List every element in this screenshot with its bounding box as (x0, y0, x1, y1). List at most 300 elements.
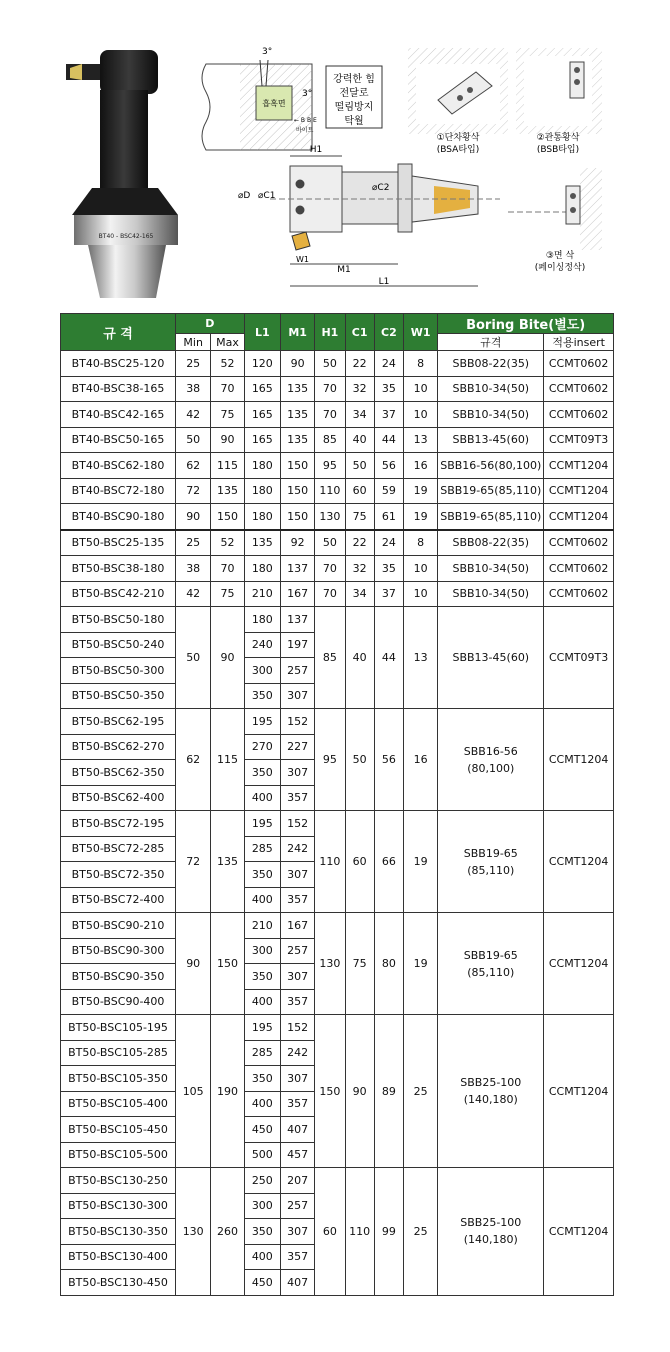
view3-title: ③면 삭 (545, 251, 575, 261)
cell-w1: 16 (404, 709, 438, 811)
cell-code: BT50-BSC130-350 (61, 1219, 176, 1245)
cell-w1: 19 (404, 478, 438, 504)
cell-insert: CCMT0602 (544, 402, 614, 428)
cell-m1: 407 (280, 1117, 314, 1143)
cell-code: BT40-BSC72-180 (61, 478, 176, 504)
cell-max: 70 (211, 376, 244, 402)
cell-c2: 37 (374, 581, 403, 607)
cell-l1: 400 (244, 1091, 280, 1117)
cell-m1: 307 (280, 760, 314, 786)
col-c2: C2 (374, 314, 403, 351)
table-row (61, 427, 614, 453)
cell-l1: 250 (244, 1168, 280, 1194)
cell-code: BT50-BSC62-400 (61, 785, 176, 811)
cell-h1: 150 (315, 1015, 345, 1168)
callout-line-1: 강력한 힘 (333, 74, 375, 85)
cell-l1: 180 (244, 504, 280, 530)
cell-c1: 32 (345, 376, 374, 402)
cell-min: 105 (176, 1015, 211, 1168)
cell-code: BT50-BSC62-195 (61, 709, 176, 735)
cell-bite (438, 1015, 544, 1168)
cell-insert: CCMT0602 (544, 351, 614, 377)
cell-insert: CCMT09T3 (544, 607, 614, 709)
table-row (61, 504, 614, 530)
cell-c1: 32 (345, 556, 374, 582)
bbe-label: ← B B E (294, 117, 317, 124)
cell-h1: 95 (315, 709, 345, 811)
cell-code: BT50-BSC105-450 (61, 1117, 176, 1143)
cell-code: BT50-BSC90-300 (61, 938, 176, 964)
cell-l1: 180 (244, 453, 280, 479)
cell-max: 115 (211, 453, 244, 479)
cell-bite (438, 709, 544, 811)
cell-m1: 257 (280, 658, 314, 684)
cell-m1: 227 (280, 734, 314, 760)
cell-w1: 10 (404, 581, 438, 607)
cell-insert: CCMT0602 (544, 556, 614, 582)
cell-max: 52 (211, 351, 244, 377)
cell-min: 50 (176, 607, 211, 709)
cell-insert: CCMT1204 (544, 478, 614, 504)
cell-l1: 400 (244, 989, 280, 1015)
cell-c2: 66 (374, 811, 403, 913)
cell-code: BT50-BSC90-400 (61, 989, 176, 1015)
cell-code: BT40-BSC62-180 (61, 453, 176, 479)
dim-c1: ⌀C1 (258, 191, 276, 201)
dim-c2: ⌀C2 (372, 183, 390, 193)
cell-max: 135 (211, 811, 244, 913)
bite-spec-line-2: (85,110) (467, 863, 515, 877)
detail-drawing (202, 47, 382, 150)
cell-insert: CCMT1204 (544, 1168, 614, 1296)
col-d-min: Min (176, 334, 211, 351)
cell-w1: 25 (404, 1168, 438, 1296)
cell-max: 70 (211, 556, 244, 582)
cell-m1: 137 (280, 607, 314, 633)
cell-min: 50 (176, 427, 211, 453)
table-row (61, 530, 614, 556)
cell-m1: 137 (280, 556, 314, 582)
cell-max: 190 (211, 1015, 244, 1168)
cell-h1: 85 (315, 607, 345, 709)
cell-m1: 357 (280, 989, 314, 1015)
cell-insert: CCMT1204 (544, 1015, 614, 1168)
cell-min: 38 (176, 556, 211, 582)
table-row (61, 402, 614, 428)
cell-max: 75 (211, 581, 244, 607)
cell-w1: 10 (404, 402, 438, 428)
cell-l1: 400 (244, 785, 280, 811)
callout-line-2: 전달로 (339, 88, 369, 99)
cell-max: 52 (211, 530, 244, 556)
bite-spec-line-1: SBB19-65 (463, 948, 518, 962)
col-d: D (176, 314, 245, 334)
cell-max: 90 (211, 427, 244, 453)
bite-spec-line-2: (140,180) (463, 1233, 518, 1247)
cell-m1: 152 (280, 709, 314, 735)
spec-table-body (61, 351, 614, 1296)
table-row (61, 556, 614, 582)
cell-insert: CCMT0602 (544, 376, 614, 402)
cell-w1: 19 (404, 504, 438, 530)
cell-min: 42 (176, 402, 211, 428)
cell-c2: 35 (374, 376, 403, 402)
cell-m1: 167 (280, 913, 314, 939)
cell-m1: 242 (280, 836, 314, 862)
cell-h1: 130 (315, 504, 345, 530)
cell-m1: 92 (280, 530, 314, 556)
cell-w1: 8 (404, 530, 438, 556)
view2-title: ②관통황삭 (536, 133, 580, 143)
cell-l1: 165 (244, 427, 280, 453)
cell-l1: 120 (244, 351, 280, 377)
cell-l1: 400 (244, 887, 280, 913)
cell-l1: 350 (244, 862, 280, 888)
cell-c1: 60 (345, 811, 374, 913)
col-m1: M1 (280, 314, 314, 351)
cell-m1: 407 (280, 1270, 314, 1296)
cell-c2: 24 (374, 530, 403, 556)
table-row (61, 581, 614, 607)
cell-l1: 350 (244, 964, 280, 990)
table-row (61, 376, 614, 402)
cell-l1: 165 (244, 402, 280, 428)
cell-c2: 24 (374, 351, 403, 377)
cell-l1: 350 (244, 1219, 280, 1245)
cell-h1: 70 (315, 556, 345, 582)
cell-m1: 152 (280, 1015, 314, 1041)
cell-c1: 60 (345, 478, 374, 504)
dim-w1: W1 (296, 255, 309, 264)
cell-max: 135 (211, 478, 244, 504)
cell-code: BT50-BSC50-350 (61, 683, 176, 709)
cell-w1: 25 (404, 1015, 438, 1168)
cell-l1: 180 (244, 556, 280, 582)
cell-m1: 307 (280, 862, 314, 888)
cell-m1: 167 (280, 581, 314, 607)
cell-m1: 207 (280, 1168, 314, 1194)
cell-max: 150 (211, 504, 244, 530)
col-spec: 규 격 (61, 314, 176, 351)
cell-max: 150 (211, 913, 244, 1015)
cell-code: BT50-BSC72-285 (61, 836, 176, 862)
cell-l1: 195 (244, 709, 280, 735)
cell-bite (438, 811, 544, 913)
cell-m1: 257 (280, 938, 314, 964)
cell-min: 38 (176, 376, 211, 402)
cell-code: BT50-BSC38-180 (61, 556, 176, 582)
bite-spec-line-1: SBB13-45(60) (452, 651, 530, 664)
bite-spec-line-1: SBB19-65 (463, 846, 518, 860)
cell-h1: 60 (315, 1168, 345, 1296)
cell-c1: 34 (345, 581, 374, 607)
cell-l1: 180 (244, 607, 280, 633)
cell-c2: 56 (374, 453, 403, 479)
cell-h1: 110 (315, 811, 345, 913)
cell-m1: 257 (280, 1193, 314, 1219)
cell-code: BT50-BSC50-300 (61, 658, 176, 684)
cell-min: 25 (176, 351, 211, 377)
cell-min: 90 (176, 504, 211, 530)
angle-side-label: 3° (302, 89, 313, 99)
cell-c1: 34 (345, 402, 374, 428)
cell-l1: 270 (244, 734, 280, 760)
cell-min: 62 (176, 709, 211, 811)
cell-c2: 59 (374, 478, 403, 504)
col-h1: H1 (315, 314, 345, 351)
cell-c1: 110 (345, 1168, 374, 1296)
cell-max: 260 (211, 1168, 244, 1296)
cell-m1: 357 (280, 785, 314, 811)
col-bite-spec: 규격 (438, 334, 544, 351)
table-row (61, 1015, 614, 1041)
bite-spec-line-2: (85,110) (467, 965, 515, 979)
cell-m1: 135 (280, 402, 314, 428)
bite-label: 바이트 (296, 127, 314, 134)
cell-code: BT50-BSC130-250 (61, 1168, 176, 1194)
cell-max: 90 (211, 607, 244, 709)
view-facing (508, 168, 602, 273)
cell-m1: 242 (280, 1040, 314, 1066)
cell-bite (438, 607, 544, 709)
view3-type: (페이싱정삭) (534, 263, 586, 273)
tool-photo (66, 50, 178, 298)
cell-m1: 135 (280, 376, 314, 402)
cell-code: BT50-BSC72-350 (61, 862, 176, 888)
cell-l1: 195 (244, 1015, 280, 1041)
cell-c1: 22 (345, 351, 374, 377)
cell-m1: 307 (280, 1219, 314, 1245)
cell-m1: 152 (280, 811, 314, 837)
cell-w1: 10 (404, 376, 438, 402)
cell-l1: 300 (244, 938, 280, 964)
cell-c2: 37 (374, 402, 403, 428)
cell-min: 25 (176, 530, 211, 556)
cell-h1: 70 (315, 376, 345, 402)
cell-m1: 307 (280, 683, 314, 709)
cell-insert: CCMT1204 (544, 453, 614, 479)
cell-l1: 500 (244, 1142, 280, 1168)
bite-spec-line-2: (140,180) (463, 1093, 518, 1106)
cell-l1: 285 (244, 1040, 280, 1066)
cell-c1: 90 (345, 1015, 374, 1168)
cell-h1: 50 (315, 351, 345, 377)
bite-spec-line-2: (80,100) (467, 761, 515, 775)
view2-type: (BSB타입) (536, 145, 580, 155)
cell-h1: 110 (315, 478, 345, 504)
cell-m1: 357 (280, 1244, 314, 1270)
cell-insert: CCMT1204 (544, 811, 614, 913)
table-row (61, 453, 614, 479)
view1-type: (BSA타입) (436, 145, 480, 155)
table-row (61, 913, 614, 939)
cell-c1: 50 (345, 453, 374, 479)
cell-h1: 70 (315, 402, 345, 428)
cell-c2: 56 (374, 709, 403, 811)
table-row (61, 478, 614, 504)
cell-h1: 50 (315, 530, 345, 556)
cell-insert: CCMT1204 (544, 504, 614, 530)
cell-bite: SBB10-34(50) (438, 556, 544, 582)
dim-h1: H1 (309, 145, 323, 155)
cell-bite: SBB10-34(50) (438, 581, 544, 607)
cell-bite: SBB08-22(35) (438, 351, 544, 377)
cell-code: BT50-BSC105-500 (61, 1142, 176, 1168)
cell-min: 72 (176, 811, 211, 913)
col-d-max: Max (211, 334, 244, 351)
cell-bite: SBB10-34(50) (438, 376, 544, 402)
cell-insert: CCMT09T3 (544, 427, 614, 453)
cell-w1: 19 (404, 913, 438, 1015)
cell-m1: 150 (280, 453, 314, 479)
bite-spec-line-1: SBB25-100 (460, 1216, 522, 1230)
cell-w1: 10 (404, 556, 438, 582)
cell-code: BT50-BSC105-350 (61, 1066, 176, 1092)
cell-c1: 40 (345, 427, 374, 453)
bite-spec-line-1: SBB25-100 (460, 1076, 522, 1089)
cell-code: BT40-BSC38-165 (61, 376, 176, 402)
table-row (61, 811, 614, 837)
cell-bite: SBB10-34(50) (438, 402, 544, 428)
col-w1: W1 (404, 314, 438, 351)
cell-l1: 350 (244, 1066, 280, 1092)
cell-code: BT50-BSC25-135 (61, 530, 176, 556)
cell-code: BT50-BSC50-240 (61, 632, 176, 658)
cell-bite: SBB19-65(85,110) (438, 504, 544, 530)
cell-m1: 457 (280, 1142, 314, 1168)
cell-c1: 75 (345, 504, 374, 530)
cell-m1: 150 (280, 478, 314, 504)
table-row (61, 607, 614, 633)
cell-l1: 165 (244, 376, 280, 402)
cell-h1: 130 (315, 913, 345, 1015)
cell-l1: 210 (244, 581, 280, 607)
cell-l1: 400 (244, 1244, 280, 1270)
view-through-rough (516, 48, 602, 155)
cell-l1: 180 (244, 478, 280, 504)
cell-l1: 300 (244, 1193, 280, 1219)
cell-c2: 35 (374, 556, 403, 582)
cell-insert: CCMT1204 (544, 913, 614, 1015)
cell-l1: 135 (244, 530, 280, 556)
cell-c1: 75 (345, 913, 374, 1015)
cell-l1: 450 (244, 1117, 280, 1143)
cell-c2: 61 (374, 504, 403, 530)
cell-h1: 70 (315, 581, 345, 607)
cell-h1: 85 (315, 427, 345, 453)
cell-bite: SBB19-65(85,110) (438, 478, 544, 504)
cell-c2: 44 (374, 427, 403, 453)
cell-c2: 80 (374, 913, 403, 1015)
cell-code: BT50-BSC130-400 (61, 1244, 176, 1270)
cell-w1: 19 (404, 811, 438, 913)
dim-l1: L1 (378, 277, 390, 287)
spec-table (60, 313, 614, 1296)
bite-spec-line-1: SBB16-56 (463, 744, 518, 758)
insert-label: 흡혹면 (262, 99, 286, 108)
cell-code: BT50-BSC105-285 (61, 1040, 176, 1066)
cell-code: BT50-BSC90-350 (61, 964, 176, 990)
cell-l1: 350 (244, 760, 280, 786)
cell-insert: CCMT1204 (544, 709, 614, 811)
cell-code: BT50-BSC50-180 (61, 607, 176, 633)
cell-h1: 95 (315, 453, 345, 479)
cell-code: BT40-BSC50-165 (61, 427, 176, 453)
angle-top-label: 3° (262, 47, 273, 57)
cell-m1: 307 (280, 964, 314, 990)
cell-min: 62 (176, 453, 211, 479)
cell-m1: 197 (280, 632, 314, 658)
callout-line-3: 떨림방지 (334, 102, 374, 113)
cell-l1: 210 (244, 913, 280, 939)
cell-min: 72 (176, 478, 211, 504)
cell-c2: 99 (374, 1168, 403, 1296)
cell-code: BT50-BSC105-195 (61, 1015, 176, 1041)
cell-w1: 16 (404, 453, 438, 479)
cell-code: BT50-BSC62-270 (61, 734, 176, 760)
dim-m1: M1 (337, 265, 351, 275)
view-step-rough (408, 48, 508, 155)
cell-code: BT40-BSC90-180 (61, 504, 176, 530)
side-drawing (270, 156, 500, 286)
cell-code: BT50-BSC130-300 (61, 1193, 176, 1219)
cell-bite: SBB16-56(80,100) (438, 453, 544, 479)
cell-l1: 285 (244, 836, 280, 862)
tool-marking: BT40 - BSC42-165 (98, 233, 154, 240)
cell-m1: 150 (280, 504, 314, 530)
table-row (61, 1168, 614, 1194)
col-l1: L1 (244, 314, 280, 351)
cell-min: 130 (176, 1168, 211, 1296)
cell-m1: 135 (280, 427, 314, 453)
col-boring-bite: Boring Bite(별도) (438, 314, 614, 334)
cell-l1: 300 (244, 658, 280, 684)
cell-code: BT50-BSC72-400 (61, 887, 176, 913)
cell-l1: 350 (244, 683, 280, 709)
cell-code: BT50-BSC72-195 (61, 811, 176, 837)
cell-w1: 13 (404, 607, 438, 709)
dim-d: ⌀D (238, 191, 251, 201)
cell-w1: 8 (404, 351, 438, 377)
cell-code: BT50-BSC130-450 (61, 1270, 176, 1296)
cell-code: BT50-BSC90-210 (61, 913, 176, 939)
cell-bite: SBB13-45(60) (438, 427, 544, 453)
cell-c2: 89 (374, 1015, 403, 1168)
technical-figure (0, 0, 670, 310)
cell-max: 75 (211, 402, 244, 428)
cell-c1: 40 (345, 607, 374, 709)
cell-insert: CCMT0602 (544, 530, 614, 556)
cell-code: BT40-BSC42-165 (61, 402, 176, 428)
cell-min: 90 (176, 913, 211, 1015)
cell-min: 42 (176, 581, 211, 607)
cell-code: BT40-BSC25-120 (61, 351, 176, 377)
cell-bite (438, 1168, 544, 1296)
cell-bite (438, 913, 544, 1015)
cell-m1: 90 (280, 351, 314, 377)
cell-c1: 50 (345, 709, 374, 811)
cell-code: BT50-BSC42-210 (61, 581, 176, 607)
cell-insert: CCMT0602 (544, 581, 614, 607)
cell-l1: 240 (244, 632, 280, 658)
cell-m1: 357 (280, 1091, 314, 1117)
cell-code: BT50-BSC105-400 (61, 1091, 176, 1117)
cell-bite: SBB08-22(35) (438, 530, 544, 556)
cell-l1: 450 (244, 1270, 280, 1296)
cell-w1: 13 (404, 427, 438, 453)
cell-l1: 195 (244, 811, 280, 837)
view1-title: ①단차황삭 (436, 133, 480, 143)
